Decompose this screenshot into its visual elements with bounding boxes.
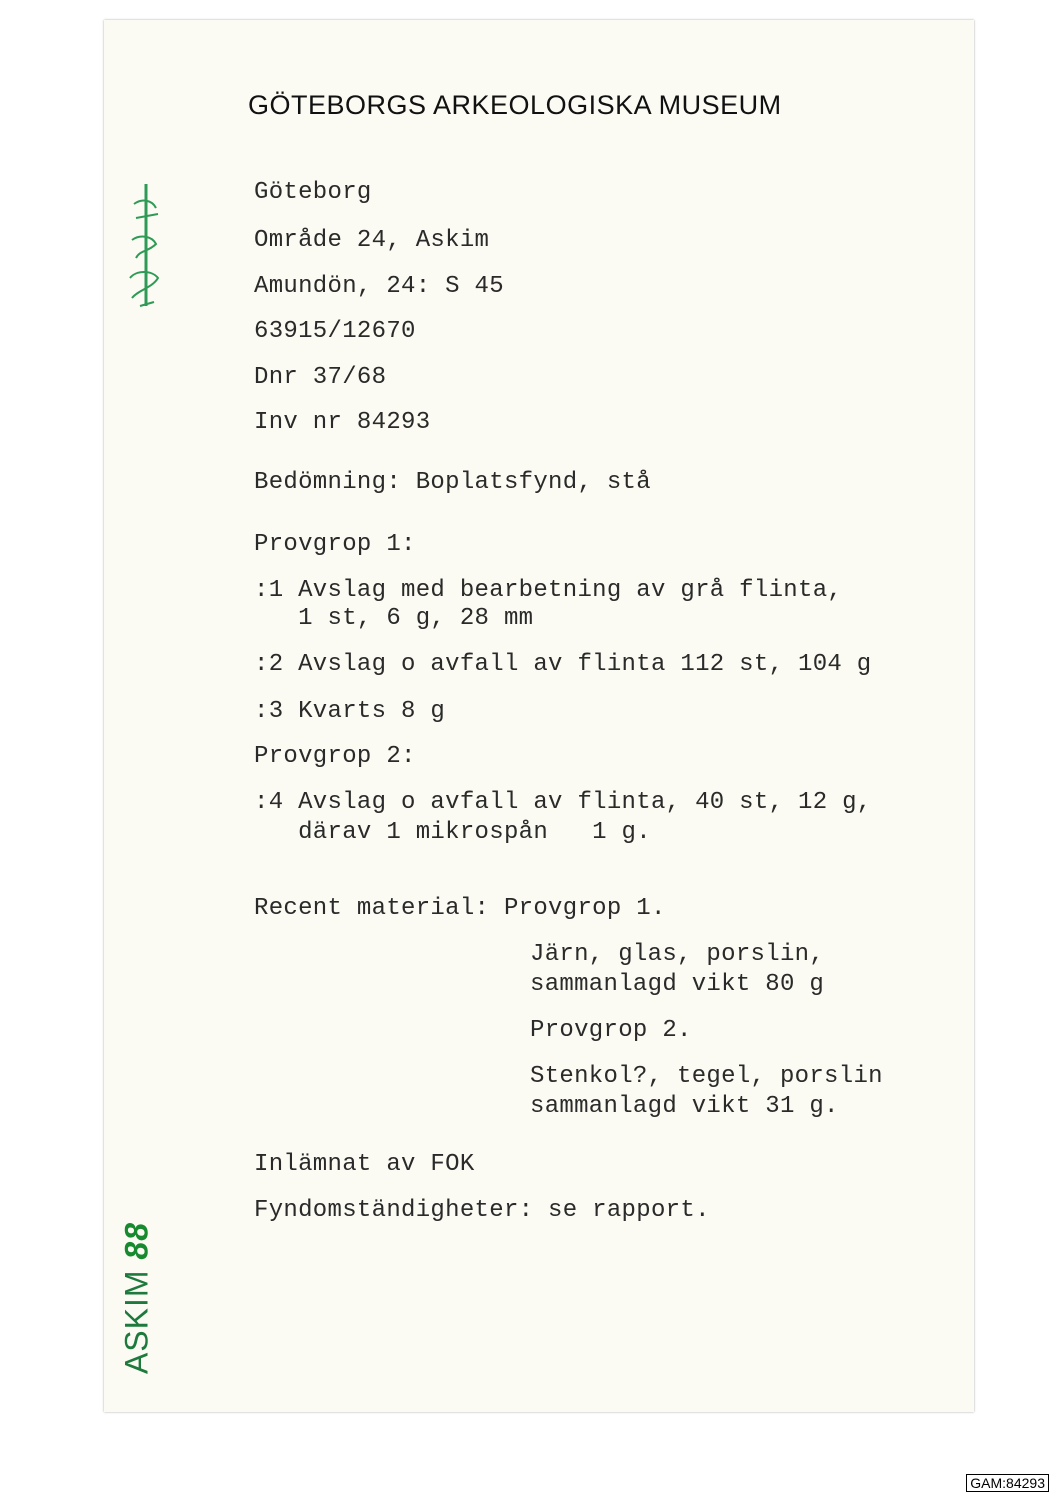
coordinates-line: 63915/12670 xyxy=(254,318,416,345)
area-line: Område 24, Askim xyxy=(254,227,490,254)
item2-line: :2 Avslag o avfall av flinta 112 st, 104 g xyxy=(254,651,872,678)
museum-header: GÖTEBORGS ARKEOLOGISKA MUSEUM xyxy=(248,90,782,120)
item1-line2: 1 st, 6 g, 28 mm xyxy=(254,605,534,632)
find-circumstances-line: Fyndomständigheter: se rapport. xyxy=(254,1197,710,1224)
site-line: Amundön, 24: S 45 xyxy=(254,273,504,300)
item3-line: :3 Kvarts 8 g xyxy=(254,698,446,725)
city-line: Göteborg xyxy=(254,179,372,206)
assessment-line: Bedömning: Boplatsfynd, stå xyxy=(254,469,651,496)
recent1-line2: sammanlagd vikt 80 g xyxy=(530,971,825,998)
group2-heading: Provgrop 2: xyxy=(254,743,416,770)
askim-stamp xyxy=(112,1200,162,1395)
dnr-line: Dnr 37/68 xyxy=(254,364,387,391)
recent1-line1: Järn, glas, porslin, xyxy=(530,941,825,968)
recent2-line2: sammanlagd vikt 31 g. xyxy=(530,1093,839,1120)
item4-line2: därav 1 mikrospån 1 g. xyxy=(254,819,651,846)
recent2-line1: Stenkol?, tegel, porslin xyxy=(530,1063,883,1090)
inventory-number-line: Inv nr 84293 xyxy=(254,409,431,436)
group1-heading: Provgrop 1: xyxy=(254,531,416,558)
catalog-id-label: GAM:84293 xyxy=(966,1474,1049,1492)
item1-line1: :1 Avslag med bearbetning av grå flinta, xyxy=(254,577,843,604)
stamp-number: 88 xyxy=(118,1221,155,1260)
handwritten-margin-note xyxy=(118,178,168,318)
recent-material-line: Recent material: Provgrop 1. xyxy=(254,895,666,922)
submitted-by-line: Inlämnat av FOK xyxy=(254,1151,475,1178)
item4-line1: :4 Avslag o avfall av flinta, 40 st, 12 g, xyxy=(254,789,872,816)
stamp-place: ASKIM xyxy=(118,1268,155,1374)
recent2-heading: Provgrop 2. xyxy=(530,1017,692,1044)
